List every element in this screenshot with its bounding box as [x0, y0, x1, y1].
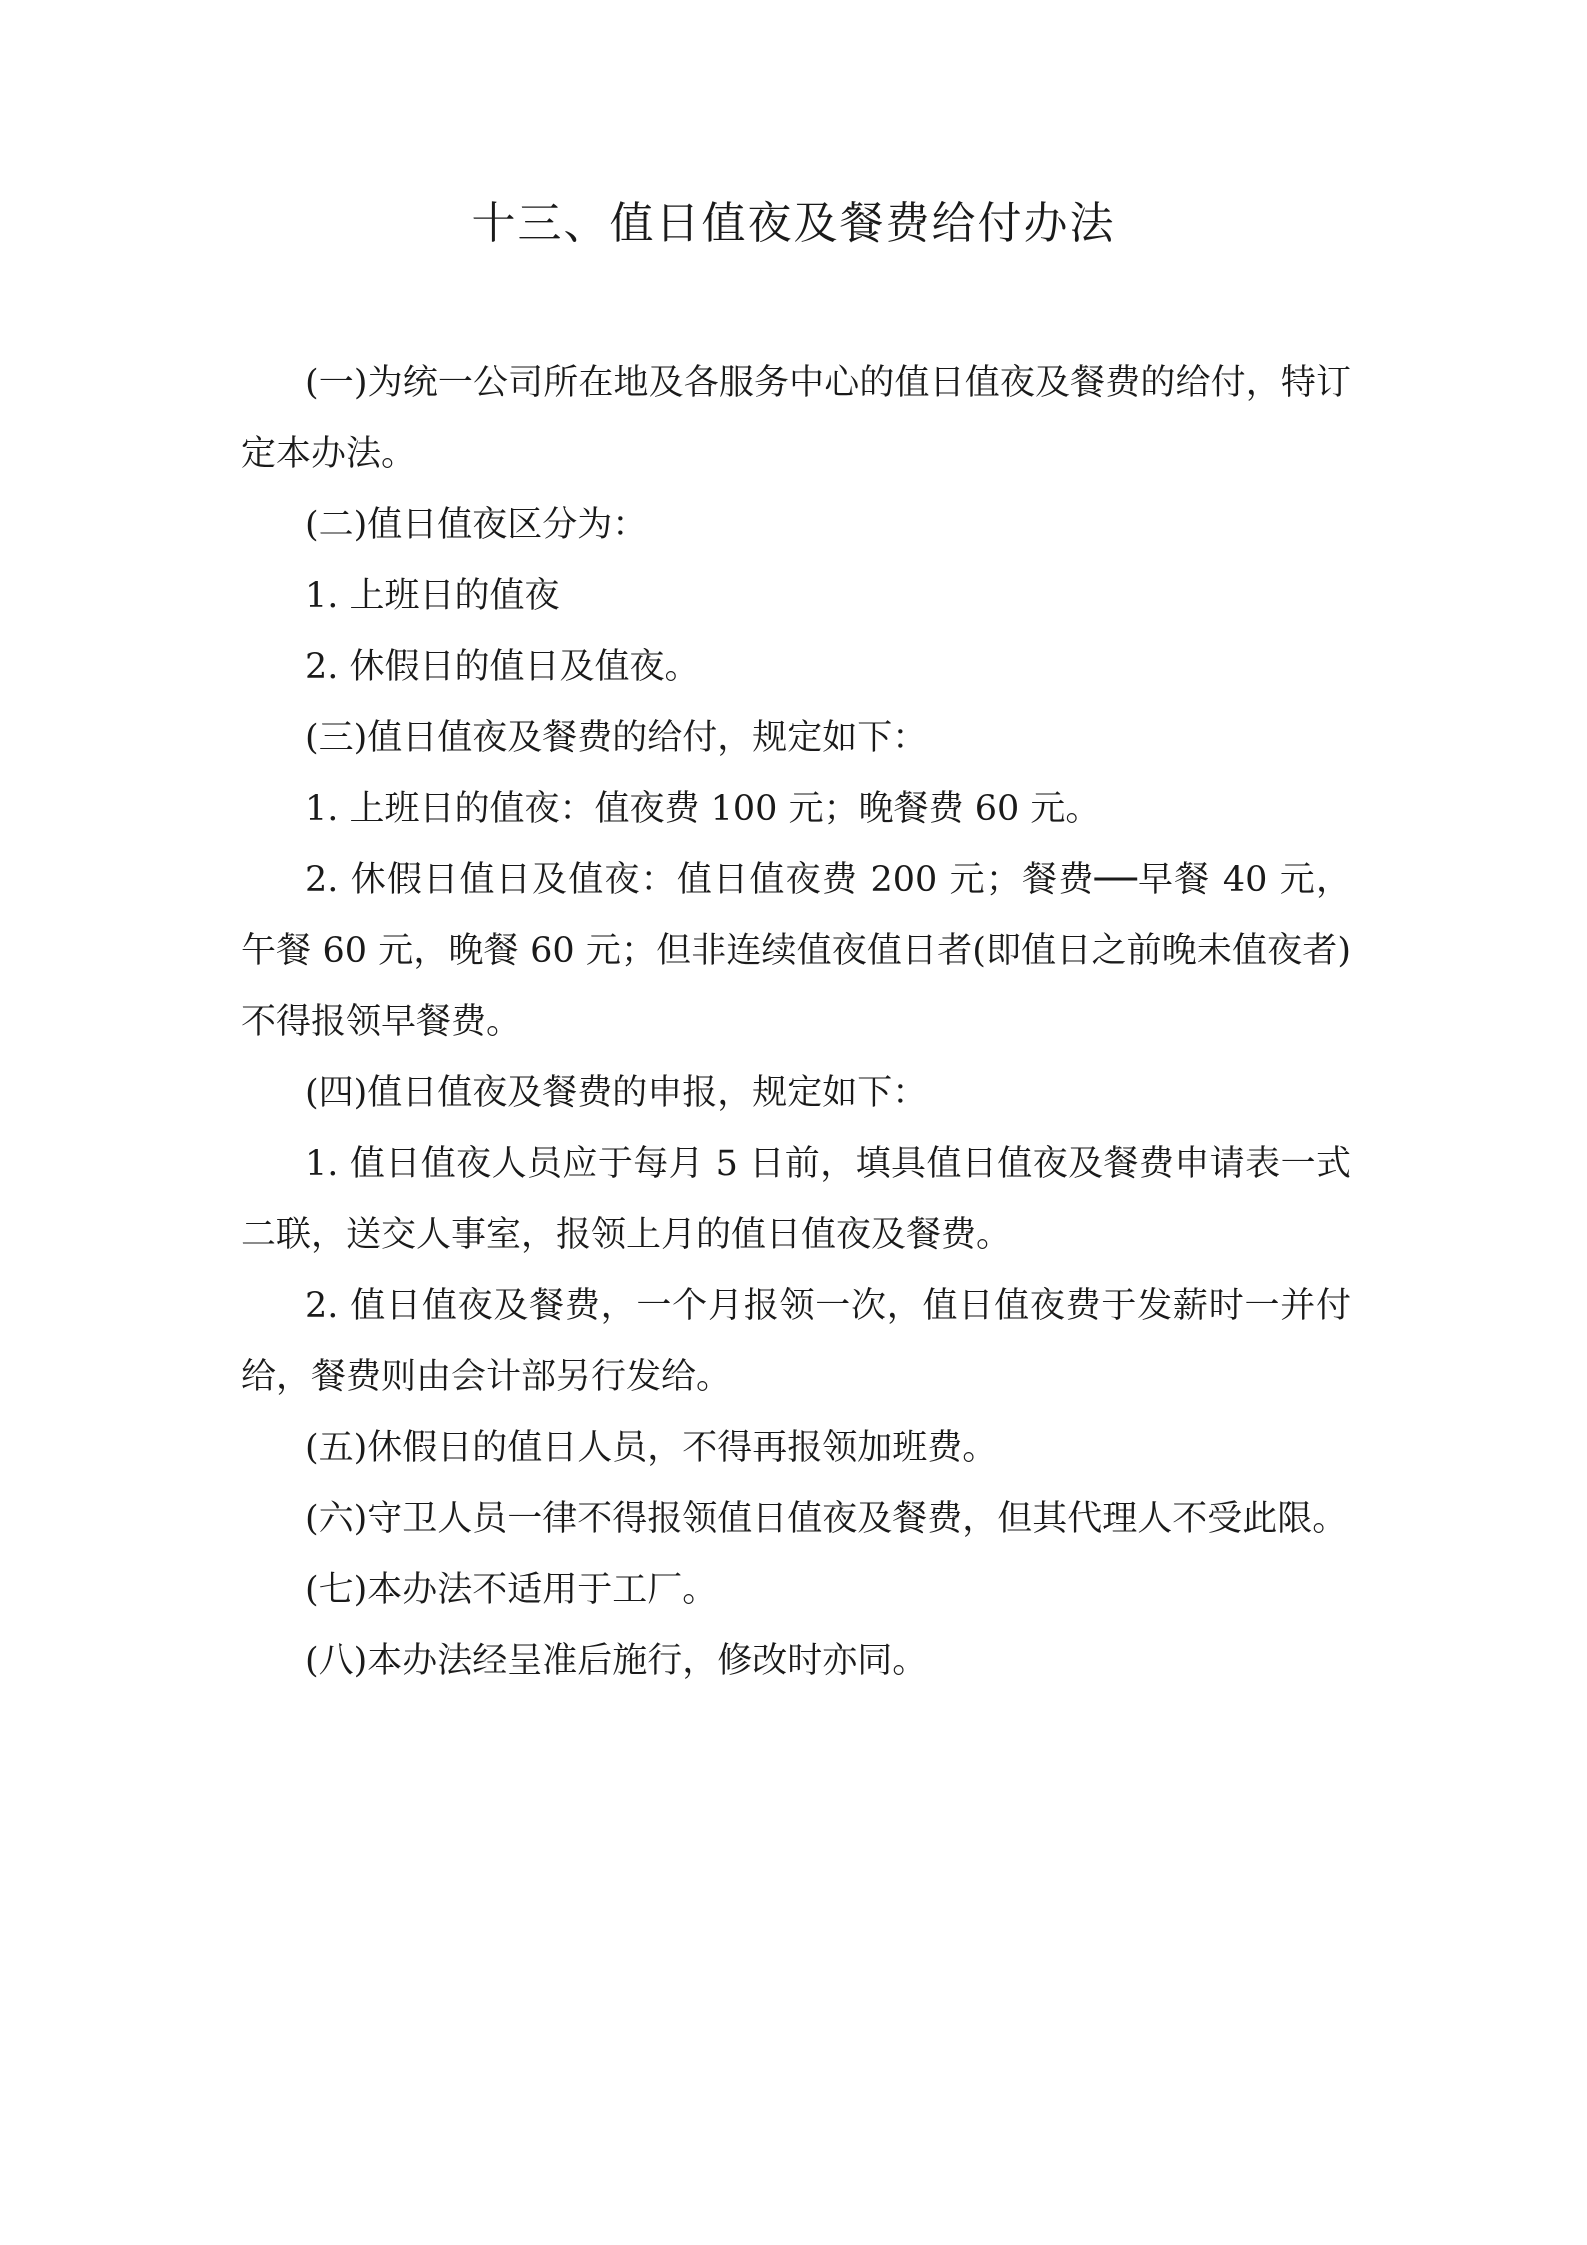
paragraph-8: (四)值日值夜及餐费的申报，规定如下： — [305, 1073, 928, 1113]
paragraph-3: 1. 上班日的值夜 — [305, 576, 560, 616]
paragraph-2: (二)值日值夜区分为： — [305, 505, 648, 545]
paragraph-7: 2. 休假日值日及值夜：值日值夜费 200 元；餐费──早餐 40 元，午餐 60 元，晚餐 60 元；但非连续值夜值日者(即值日之前晚未值夜者)不得报领早餐费。 — [241, 860, 1351, 1042]
paragraph-4: 2. 休假日的值日及值夜。 — [305, 647, 700, 687]
paragraph-10: 2. 值日值夜及餐费，一个月报领一次，值日值夜费于发薪时一并付给，餐费则由会计部另行发给。 — [241, 1286, 1351, 1397]
paragraph-9: 1. 值日值夜人员应于每月 5 日前，填具值日值夜及餐费申请表一式二联，送交人事室，报领上月的值日值夜及餐费。 — [241, 1144, 1351, 1255]
page-title: 十三、值日值夜及餐费给付办法 — [471, 198, 1116, 249]
paragraph-5: (三)值日值夜及餐费的给付，规定如下： — [305, 718, 928, 758]
paragraph-11: (五)休假日的值日人员，不得再报领加班费。 — [305, 1428, 998, 1468]
paragraph-6: 1. 上班日的值夜：值夜费 100 元；晚餐费 60 元。 — [305, 789, 1101, 829]
paragraph-14: (八)本办法经呈准后施行，修改时亦同。 — [305, 1641, 928, 1681]
paragraph-1: (一)为统一公司所在地及各服务中心的值日值夜及餐费的给付，特订定本办法。 — [241, 363, 1351, 474]
paragraph-13: (七)本办法不适用于工厂。 — [305, 1570, 718, 1610]
document-body — [241, 348, 1351, 1697]
paragraph-12: (六)守卫人员一律不得报领值日值夜及餐费，但其代理人不受此限。 — [305, 1499, 1348, 1539]
